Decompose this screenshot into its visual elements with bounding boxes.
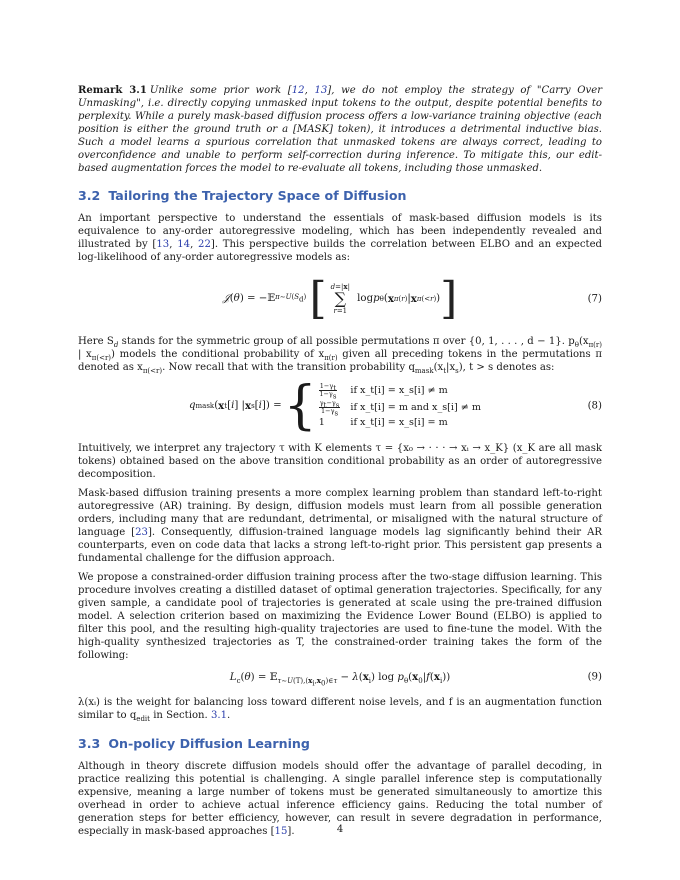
paper-page [78,84,602,844]
citation-link[interactable]: 13 [156,239,170,251]
page-number: 4 [336,824,344,835]
remark-label: Remark 3.1 [78,85,147,96]
section-link[interactable]: 3.1 [210,710,228,722]
remark-paragraph: Remark 3.1 Unlike some prior work [12, 13], we do not employ the strategy of "Carry Over Unmasking", i.e. directly copying unmasked input tokens to the output, despite potential benefits to perplexity. While a purely mask-based diffusion process offers a low-variance training objective (each position is either the ground truth or a [MASK] token), it introduces a detrimental inductive bias. Such a model learns a spurious correlation that unmasked tokens are always correct, leading to overconfidence and unable to perform self-correction during inference. To mitigate this, our edit-based augmentation forces the model to re-evaluate all tokens, including those unmasked. [78,85,603,175]
body-paragraph: Mask-based diffusion training presents a more complex learning problem than standard left-to-right autoregressive (AR) training. By design, diffusion models must learn from all possible generation orders, including many that are redundant, detrimental, or misaligned with the natural structure of language [23]. Consequently, diffusion-trained language models lag significantly behind their AR counterparts, even on code data that lacks a strong left-to-right prior. This persistent gap presents a fundamental challenge for the diffusion approach. [78,487,602,565]
section-heading-3-2: 3.2 Tailoring the Trajectory Space of Diffusion [78,188,407,204]
citation-link[interactable]: 13 [314,85,328,96]
body-paragraph: Intuitively, we interpret any trajectory τ with K elements τ = {x₀ → · · · → xᵢ → x_K} (x_K are all mask tokens) obtained based on the above transition conditional probability as an order of autoregressive decomposition. [78,442,602,480]
case-condition: if x_t[i] = x_s[i] = m [350,417,448,429]
citation-link[interactable]: 23 [135,526,148,538]
equation-number: (7) [587,293,602,305]
section-heading-3-3: 3.3 On-policy Diffusion Learning [78,735,310,751]
citation-link[interactable]: 14 [177,239,191,251]
body-paragraph: Although in theory discrete diffusion models should offer the advantage of parallel decoding, in practice realizing this potential is challenging. A single parallel inference step is computationally expensive, meaning a large number of tokens must be generated simultaneously to amortize this overhead in order to achieve actual inference efficiency gains. Reducing the total number of generation steps for better efficiency, however, can result in severe degradation in performance, especially in mask-based approaches [15]. [78,760,602,837]
equation-7: 𝒥 ( θ ) = −𝔼 $\pi\sim U(S_d)$ [ d=|x| ∑ r=1 log p θ ( x π(r) | x π(<r) ) ] (7) [222,272,602,324]
equation-9: $L_c(\theta)$ = 𝔼$_{\tau\sim U(T),(x_i,x_0)\in\tau}$ − $\lambda(x_i)$ $\log p_\theta(x_0|f(x_i))$ (9) [229,671,602,688]
citation-link[interactable]: 22 [198,239,211,251]
case-condition: if x_t[i] = m and x_s[i] ≠ m [350,402,481,414]
body-paragraph: We propose a constrained-order diffusion training process after the two-stage diffusion learning. This procedure involves creating a distilled dataset of optimal generation trajectories. Specifically, for any given sample, a candidate pool of trajectories is generated at scale using the pre-trained diffusion model. A selection criterion based on maximizing the Evidence Lower Bound (ELBO) is applied to filter this pool, and the resulting high-quality trajectories are used to fine-tune the model. With the high-quality synthesized trajectories as T, the constrained-order training takes the form of the following: [78,572,602,662]
equation-8: q mask ( x t [ i ] | x s [ i ]) = { $\frac{1-\gamma_t}{1-\gamma_s}$ if x_t[i] = x_s[i] ≠ m $\frac{\gamma_t-\gamma_s}{1-\gamma_s}$ if x_t[i] = m and x_s[i] ≠ m 1 if x_t[i] = x_s[i] = m (8) [189,375,602,436]
body-paragraph: Here $S_d$ stands for the symmetric group of all possible permutations π over {0, 1, . . . , d − 1}. $p_\theta(x_{\pi(r)}$ | $x_{\pi(<r)}$) models the conditional probability of $x_{\pi(r)}$ given all preceding tokens in the permutations π denoted as $x_{\pi(<r)}$. Now recall that with the transition probability $q_{mask}(x_t|x_s)$, t > s denotes as: [78,335,602,375]
equation-number: (8) [587,400,602,412]
case-condition: if x_t[i] = x_s[i] ≠ m [350,385,448,397]
equation-number: (9) [587,671,602,683]
citation-link[interactable]: 15 [274,825,288,837]
citation-link[interactable]: 12 [291,85,305,96]
body-paragraph: An important perspective to understand the essentials of mask-based diffusion models is its equivalence to any-order autoregressive modeling, which has been independently revealed and illustrated by [13, 14, 22]. This perspective builds the correlation between ELBO and an expected log-likelihood of any-order autoregressive models as: [78,213,603,264]
body-paragraph: λ(xᵢ) is the weight for balancing loss toward different noise levels, and f is an augmentation function similar to $q_{edit}$ in Section. 3.1. [78,697,602,724]
